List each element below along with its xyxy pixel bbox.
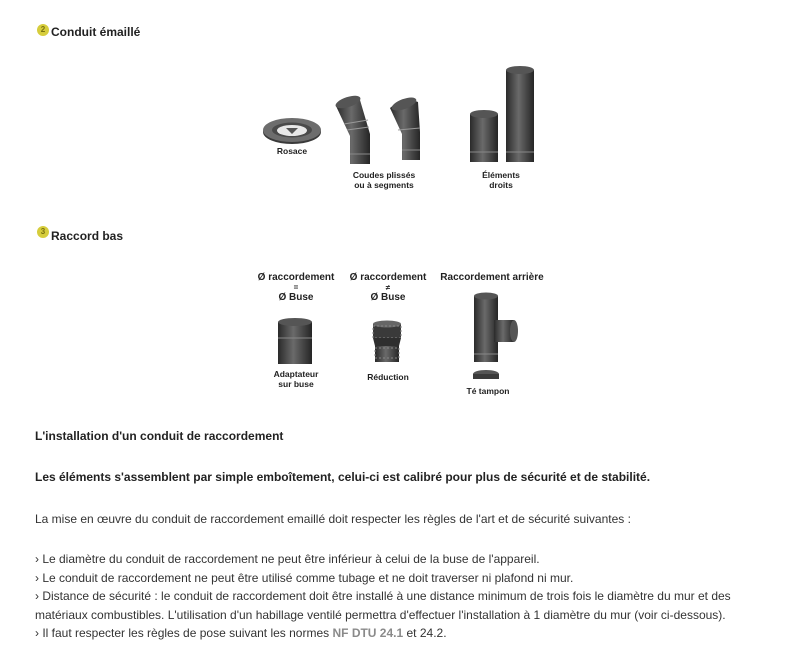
- list-item-text: › Il faut respecter les règles de pose suivant les normes: [35, 626, 333, 640]
- list-item-text: et 24.2.: [403, 626, 447, 640]
- adaptateur-label: Adaptateur sur buse: [273, 369, 319, 389]
- section-number-badge: 3: [37, 226, 49, 238]
- rosace-label: Rosace: [276, 146, 308, 156]
- section-title-raccord-bas: Raccord bas: [51, 229, 124, 243]
- te-tampon-illustration: [466, 292, 526, 384]
- reduction-label: Réduction: [367, 372, 409, 382]
- nf-dtu-link[interactable]: NF DTU 24.1: [332, 626, 404, 640]
- list-item: matériaux combustibles. L'utilisation d'un habillage ventilé permettra d'effectuer l'installation à 1 diamètre du mur (voir ci-dessous).: [35, 607, 726, 622]
- raccord-header-arriere: Raccordement arrière: [440, 272, 544, 283]
- raccord-header-equal: Ø raccordement = Ø Buse: [257, 272, 335, 303]
- list-item: › Distance de sécurité : le conduit de raccordement doit être installé à une distance minimum de trois fois le diamètre du mur et des: [35, 589, 731, 603]
- content-intro: La mise en œuvre du conduit de raccordement emaillé doit respecter les règles de l'art et de sécurité suivantes :: [35, 512, 631, 526]
- coudes-label: Coudes plissés ou à segments: [352, 170, 416, 190]
- section-number-badge: 2: [37, 24, 49, 36]
- rosace-illustration: [262, 116, 322, 146]
- reduction-illustration: [370, 320, 406, 366]
- list-item: [35, 624, 795, 643]
- list-item: › Le diamètre du conduit de raccordement ne peut être inférieur à celui de la buse de l'appareil.: [35, 552, 540, 566]
- te-tampon-label: Té tampon: [466, 386, 510, 396]
- rules-list: [35, 550, 795, 643]
- coudes-illustration: [332, 94, 442, 169]
- elements-droits-label: Éléments droits: [482, 170, 520, 190]
- elements-droits-illustration: [466, 66, 540, 168]
- content-bold-paragraph: Les éléments s'assemblent par simple emboîtement, celui-ci est calibré pour plus de sécurité et de stabilité.: [35, 470, 651, 484]
- section-title-conduit-emaille: Conduit émaillé: [51, 25, 141, 39]
- content-heading: L'installation d'un conduit de raccordement: [35, 429, 284, 443]
- raccord-header-not-equal: Ø raccordement ≠ Ø Buse: [349, 272, 427, 303]
- list-item: › Le conduit de raccordement ne peut être utilisé comme tubage et ne doit traverser ni plafond ni mur.: [35, 570, 574, 585]
- adaptateur-illustration: [276, 318, 316, 368]
